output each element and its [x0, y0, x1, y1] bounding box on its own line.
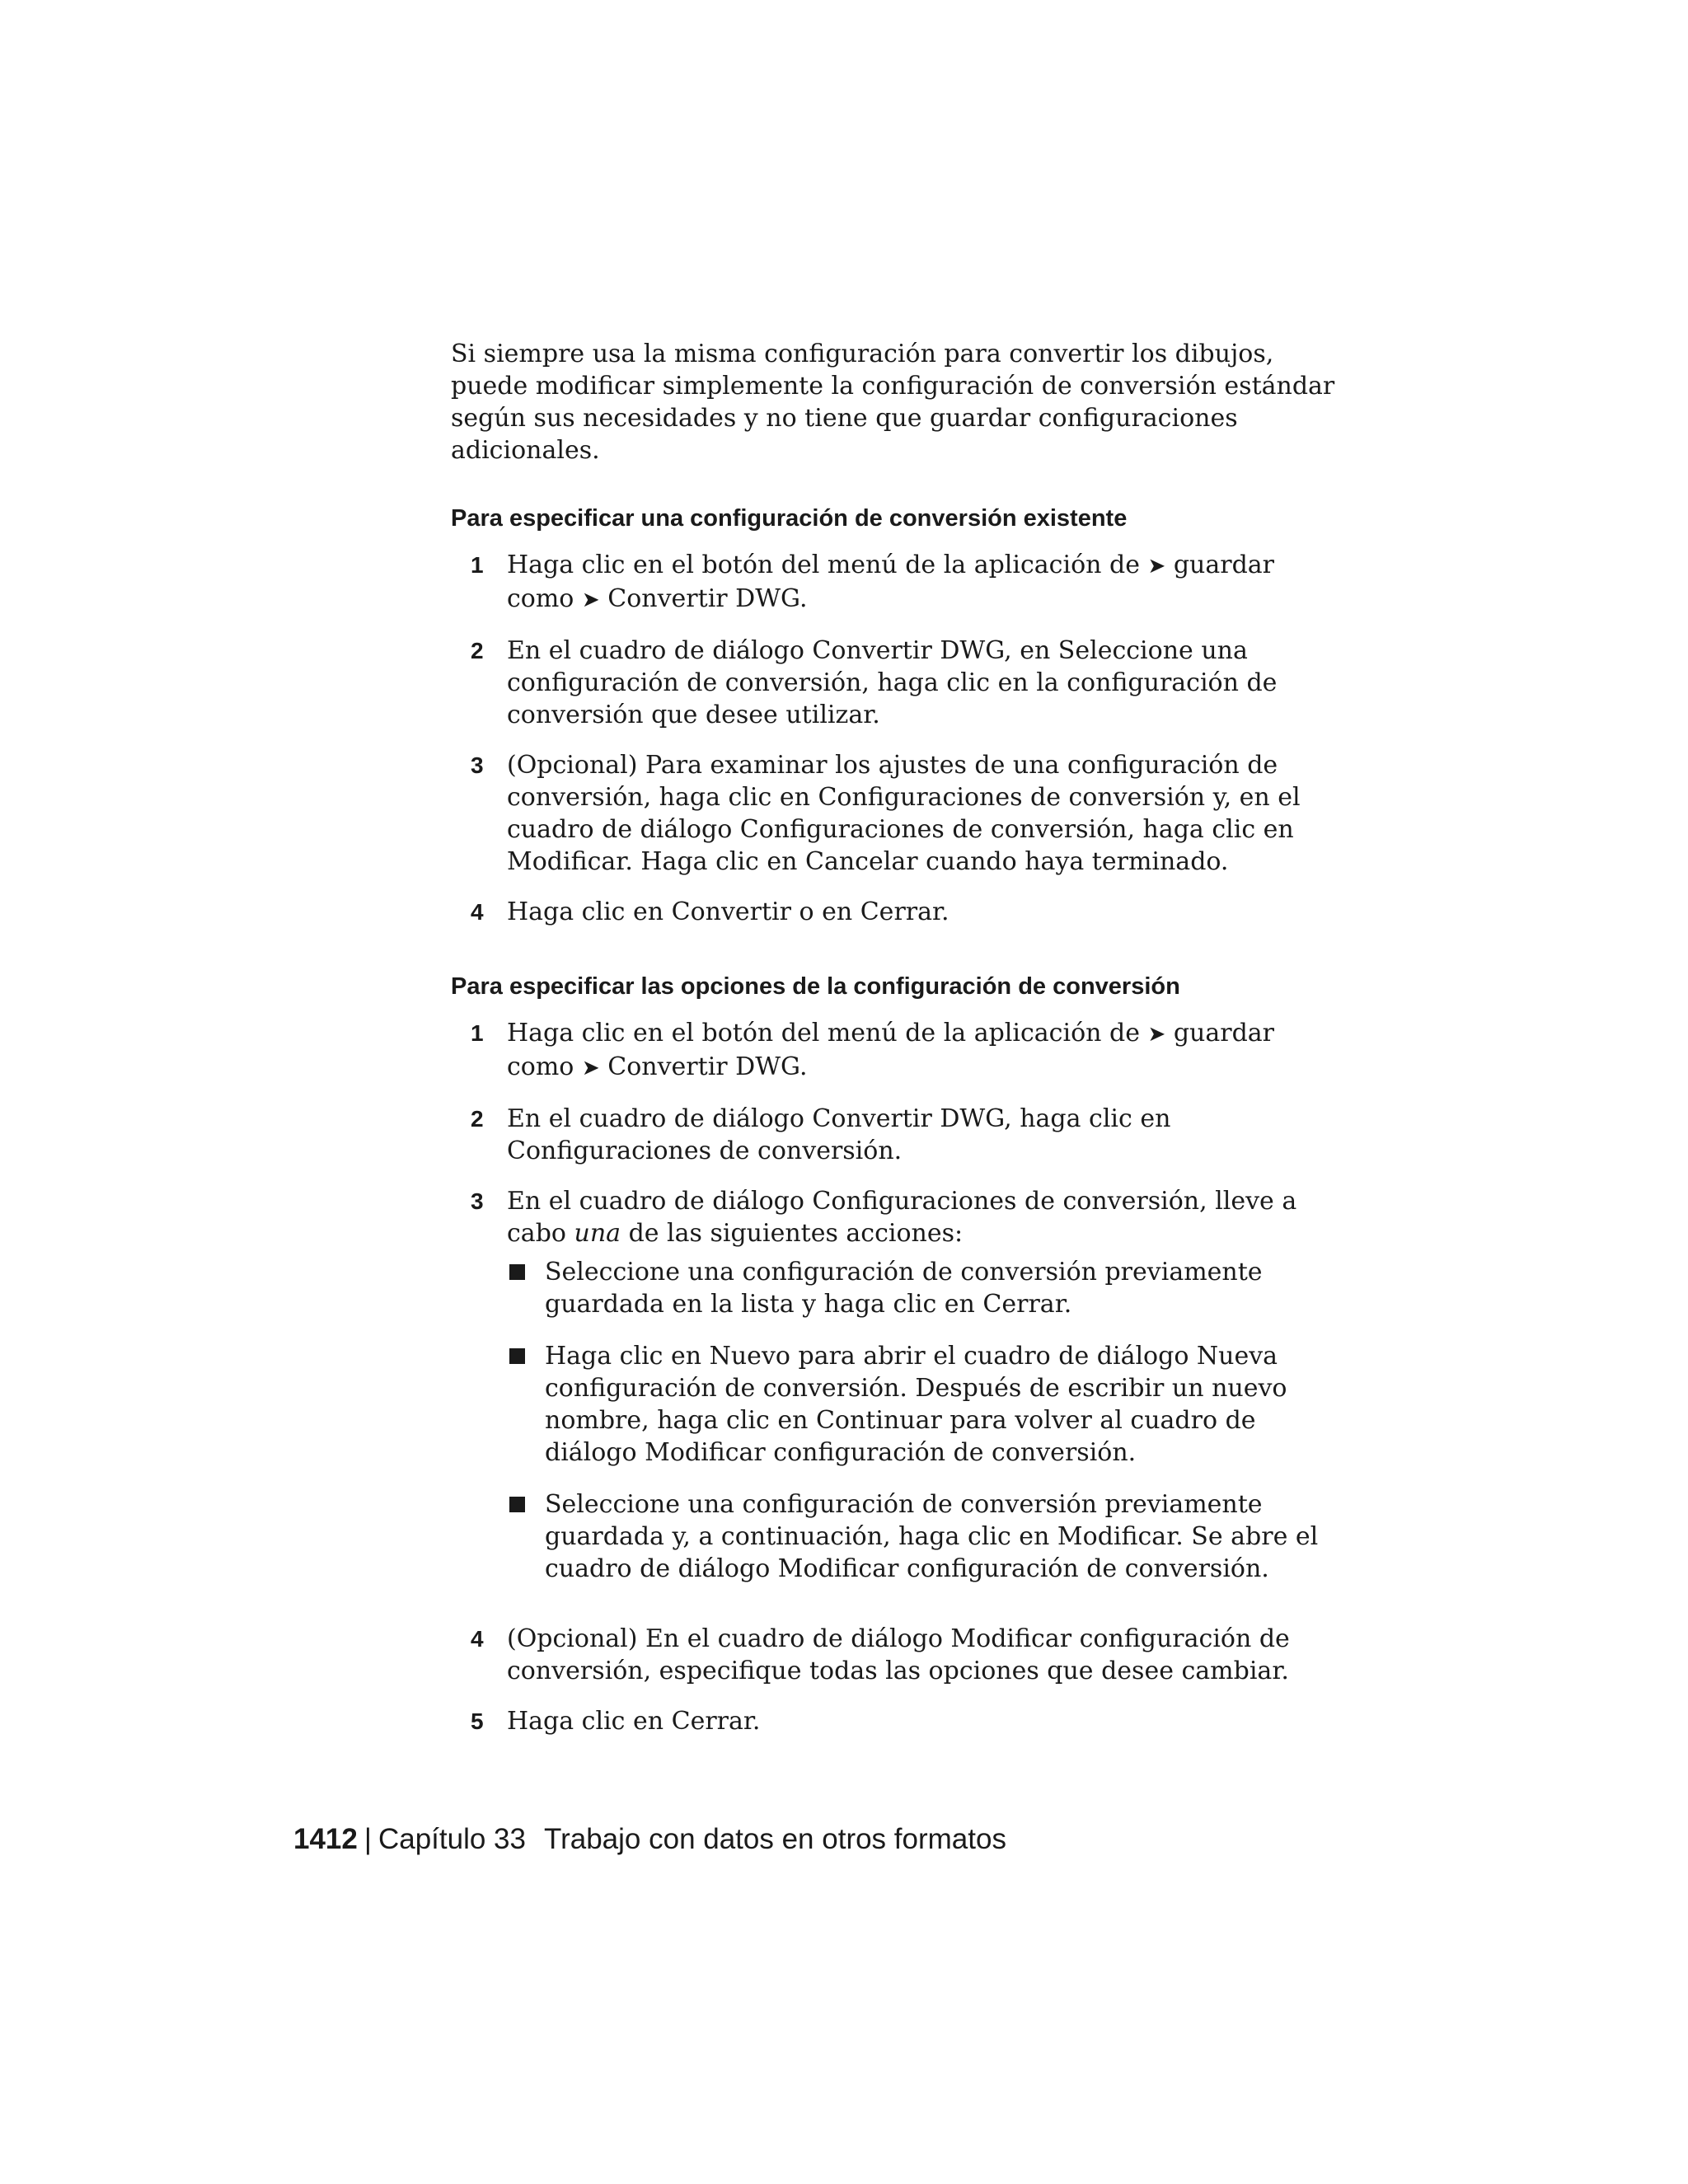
step-item — [451, 549, 1345, 616]
step-text: Haga clic en Cerrar. — [507, 1707, 761, 1736]
step-text — [507, 1185, 1345, 1605]
step-item — [451, 749, 1345, 878]
step-item — [451, 1103, 1345, 1167]
step-text — [507, 549, 1345, 616]
step-item — [451, 1017, 1345, 1085]
step-number: 4 — [471, 1626, 484, 1652]
arrow-icon: ➤ — [1147, 1022, 1166, 1047]
step-number: 1 — [471, 1020, 484, 1046]
step-text-part: Haga clic en el botón del menú de la aplicación de — [507, 1019, 1148, 1047]
square-bullet-icon — [507, 1488, 545, 1585]
step-text-part: Convertir DWG. — [599, 584, 808, 613]
intro-paragraph: Si siempre usa la misma configuración para convertir los dibujos, puede modificar simplemente la configuración de conversión estándar según sus necesidades y no tiene que guardar configuraciones adicionales. — [451, 340, 1335, 465]
section-config-options — [451, 971, 1345, 1737]
step-text-part: Convertir DWG. — [599, 1052, 808, 1081]
step-text-part: guardar como — [507, 1019, 1275, 1081]
step-item — [451, 1185, 1345, 1605]
bullet-text: Haga clic en Nuevo para abrir el cuadro de diálogo Nueva configuración de conversión. Después de escribir un nuevo nombre, haga clic en Continuar para volver al cuadro de diálogo Modificar configuración de conversión. — [545, 1342, 1287, 1467]
step-number: 3 — [471, 752, 484, 778]
step-item — [451, 635, 1345, 731]
step-number: 2 — [471, 1106, 484, 1132]
step-text: Haga clic en Convertir o en Cerrar. — [507, 898, 950, 926]
page-content — [451, 338, 1345, 1755]
step-text-part: En el cuadro de diálogo Configuraciones de conversión, lleve a cabo — [507, 1187, 1297, 1248]
bullet-text: Seleccione una configuración de conversión previamente guardada y, a continuación, haga clic en Modificar. Se abre el cuadro de diálogo Modificar configuración de conversión. — [545, 1490, 1319, 1583]
step-item — [451, 896, 1345, 928]
section-heading: Para especificar una configuración de conversión existente — [451, 505, 1128, 532]
arrow-icon: ➤ — [581, 588, 600, 612]
arrow-icon: ➤ — [581, 1056, 600, 1080]
page-footer — [293, 1821, 1006, 1858]
step-text-part: Haga clic en el botón del menú de la aplicación de — [507, 551, 1148, 579]
step-number: 5 — [471, 1708, 484, 1734]
step-text-part: de las siguientes acciones: — [621, 1219, 964, 1248]
step-text: En el cuadro de diálogo Convertir DWG, haga clic en Configuraciones de conversión. — [507, 1104, 1171, 1165]
square-bullet-icon — [507, 1256, 545, 1320]
step-number: 3 — [471, 1188, 484, 1214]
list-item — [507, 1488, 1345, 1585]
step-item — [451, 1623, 1345, 1687]
step-text: (Opcional) Para examinar los ajustes de una configuración de conversión, haga clic en Configuraciones de conversión y, en el cuadro de diálogo Configuraciones de conversión, haga clic en Modificar. Haga clic en Cancelar cuando haya terminado. — [507, 751, 1301, 876]
chapter-label: Capítulo 33 — [377, 1823, 526, 1855]
step-number: 1 — [471, 552, 484, 578]
step-text-part: guardar como — [507, 551, 1275, 613]
list-item — [507, 1256, 1345, 1320]
section-heading: Para especificar las opciones de la configuración de conversión — [451, 973, 1180, 1000]
square-bullet-icon — [507, 1340, 545, 1469]
footer-separator: | — [363, 1823, 372, 1855]
emphasis-text: una — [574, 1219, 621, 1248]
step-item — [451, 1705, 1345, 1737]
list-item — [507, 1340, 1345, 1469]
step-number: 2 — [471, 638, 484, 663]
section-existing-config — [451, 503, 1345, 928]
step-text — [507, 1017, 1345, 1085]
step-text: En el cuadro de diálogo Convertir DWG, en Seleccione una configuración de conversión, haga clic en la configuración de conversión que desee utilizar. — [507, 636, 1278, 729]
step-text: (Opcional) En el cuadro de diálogo Modificar configuración de conversión, especifique todas las opciones que desee cambiar. — [507, 1624, 1290, 1685]
chapter-title: Trabajo con datos en otros formatos — [544, 1823, 1006, 1855]
bullet-text: Seleccione una configuración de conversión previamente guardada en la lista y haga clic en Cerrar. — [545, 1258, 1263, 1319]
bullet-list — [507, 1256, 1345, 1585]
arrow-icon: ➤ — [1147, 554, 1166, 579]
page-number: 1412 — [293, 1823, 358, 1855]
step-number: 4 — [471, 899, 484, 925]
